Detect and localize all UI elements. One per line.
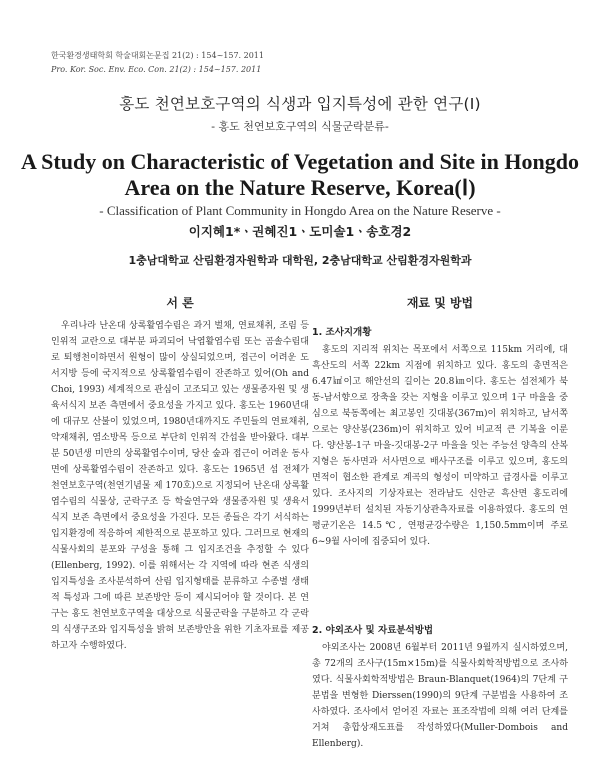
introduction-paragraph: 우리나라 난온대 상록활엽수림은 과거 벌채, 연료채취, 조림 등 인위적 교란으로 대부분 파괴되어 낙엽활엽수림 또는 곰솔수림대로 퇴행천이하면서 원형이 많이 상실되었으며, 접근이 어려운 도서지방 등에 국지적으로 상록활엽수림이 잔존하고 있어(Oh and Choi, 1993) 세계적으로 관심이 고조되고 있는 생물종자원 및 생육서식지 보존 측면에서 중요성을 가지고 있다. 홍도는 1960년대에 대규모 산불이 있었으며, 1980년대까지도 주민들의 연료채취, 약재채취, 염소방목 등으로 부단히 인위적 간섭을 받아왔다. 대부분 50년생 미만의 상록활엽수이며, 당산 숲과 접근이 어려운 동사면에 상록활엽수림이 잔존하고 있다. 홍도는 1965년 섬 전체가 천연보호구역(천연기념물 제 170호)으로 지정되어 난온대 상록활엽수림의 식물상, 군락구조 등 학술연구와 생물종자원 및 생육서식지 보존 측면에서 중요성을 가진다. 모든 종들은 각기 서식하는 입지환경에 적응하여 제한적으로 분포하고 있다. 그러므로 현재의 식물사회의 분포와 구성을 통해 그 입지조건을 추정할 수 있다(Ellenberg, 1992). 이를 위해서는 각 지역에 따라 현존 식생의 입지특성을 조사분석하여 산림 입지형태를 분류하고 수종별 생태적 특성과 그에 따른 보존방안 등이 제시되어야 할 것이다. 본 연구는 홍도 천연보호구역을 대상으로 식물군락을 구분하고 각 군락의 식생구조와 입지특성을 밝혀 보존방안을 위한 기초자료를 제공하고자 수행하였다. bbox=[51, 321, 309, 651]
affiliation: 1충남대학교 산림환경자원학과 대학원, 2충남대학교 산림환경자원학과 bbox=[128, 254, 472, 267]
subsection-heading-fieldwork: 2. 야외조사 및 자료분석방법 bbox=[312, 625, 434, 636]
section-heading-methods: 재료 및 방법 bbox=[406, 296, 474, 310]
title-english-line2: Area on the Nature Reserve, Korea(Ⅰ) bbox=[124, 175, 476, 200]
fieldwork-column bbox=[312, 640, 568, 752]
journal-citation-english: Pro. Kor. Soc. Env. Eco. Con. 21(2) : 154~157. 2011 bbox=[51, 65, 262, 74]
authors: 이지혜1*ㆍ권혜진1ㆍ도미솔1ㆍ송호경2 bbox=[188, 224, 412, 239]
fieldwork-paragraph: 야외조사는 2008년 6월부터 2011년 9월까지 실시하였으며, 총 72개의 조사구(15m×15m)를 식물사회학적방법으로 조사하였다. 식물사회학적방법은 Braun-Blanquet(1964)의 7단계 구분법을 변형한 Dierssen(1990)의 9단계 구분법을 사용하여 조사하였다. 조사에서 얻어진 자료는 표조작법에 의해 여러 단계를 거쳐 총합상재도표를 작성하였다(Muller-Dombois and Ellenberg). bbox=[312, 643, 568, 749]
section-heading-introduction: 서 론 bbox=[166, 296, 194, 310]
introduction-column bbox=[51, 318, 309, 654]
journal-citation-korean: 한국환경생태학회 학술대회논문집 21(2) : 154~157. 2011 bbox=[51, 51, 264, 60]
subtitle-korean: - 홍도 천연보호구역의 식물군락분류- bbox=[211, 120, 389, 133]
site-paragraph: 홍도의 지리적 위치는 목포에서 서쪽으로 115km 거리에, 대흑산도의 서쪽 22km 지점에 위치하고 있다. 홍도의 총면적은 6.47㎢이고 해안선의 길이는 20.8㎞이다. 홍도는 섬전체가 북동-남서향으로 장축을 갖는 지형을 이루고 있으며 1구 마을을 중심으로 북동쪽에는 최고봉인 깃대봉(367m)이 위치하고, 남서쪽으로는 양산봉(236m)이 위치하고 있어 비교적 큰 기복을 이룬다. 양산봉-1구 마을-깃대봉-2구 마을을 잇는 주능선 양측의 산복지형은 동사면과 서사면으로 배사구조를 이루고 있으며, 홍도의 면적이 협소한 관계로 계곡의 형성이 미약하고 급경사를 이루고 있다. 조사지의 기상자료는 전라남도 신안군 흑산면 홍도리에 1999년부터 설치된 자동기상관측자료를 이용하였다. 홍도의 연평균기온은 14.5℃, 연평균강수량은 1,150.5mm이며 주로 6~9월 사이에 집중되어 있다. bbox=[312, 345, 568, 547]
title-english bbox=[0, 149, 600, 201]
title-korean: 홍도 천연보호구역의 식생과 입지특성에 관한 연구(Ⅰ) bbox=[119, 95, 481, 113]
subtitle-english: - Classification of Plant Community in Hongdo Area on the Nature Reserve - bbox=[99, 203, 501, 218]
journal-header bbox=[51, 49, 264, 77]
site-description-column bbox=[312, 342, 568, 550]
title-english-line1: A Study on Characteristic of Vegetation and Site in Hongdo bbox=[21, 149, 579, 174]
subsection-heading-site: 1. 조사지개황 bbox=[312, 327, 372, 338]
